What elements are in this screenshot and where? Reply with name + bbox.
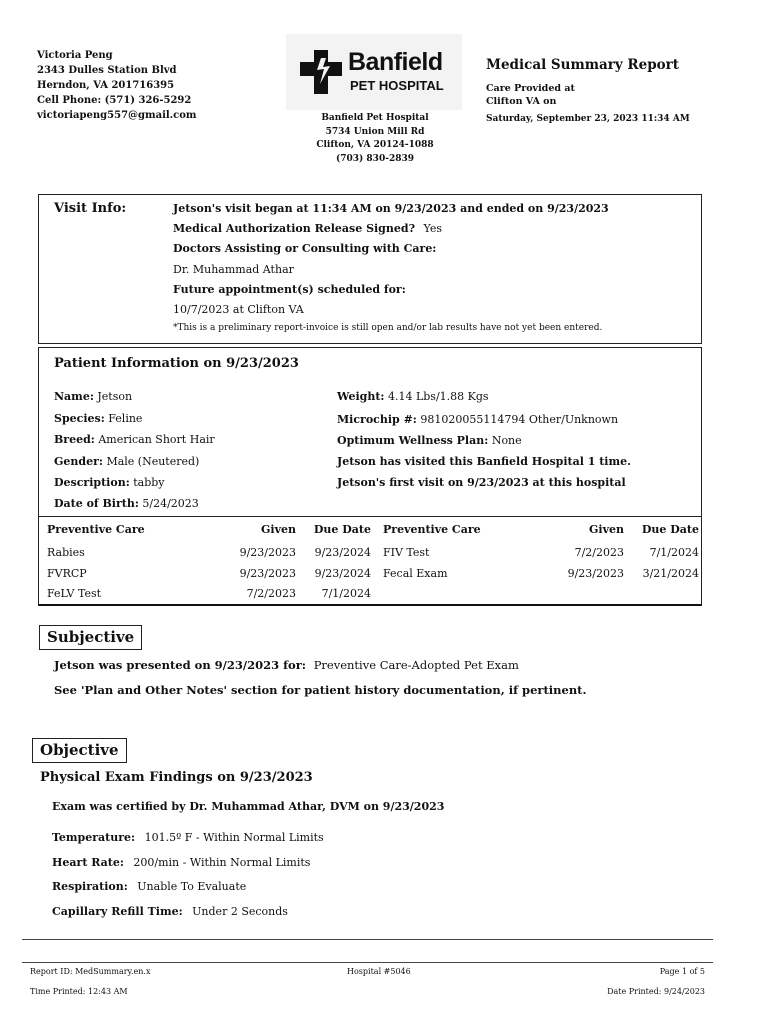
patient-weight xyxy=(337,390,489,403)
field-label: Microchip #: xyxy=(337,413,417,426)
preventive-given: 7/2/2023 xyxy=(246,587,296,600)
preventive-care-name: Fecal Exam xyxy=(383,567,448,580)
auth-release-value: Yes xyxy=(423,222,442,235)
field-value: Feline xyxy=(108,412,143,425)
visit-count: Jetson has visited this Banfield Hospital 1 time. xyxy=(337,455,631,468)
footer-rule-top xyxy=(22,939,713,940)
field-label: Date of Birth: xyxy=(54,497,139,510)
logo-wordmark: Banfield xyxy=(348,48,443,76)
preventive-given: 9/23/2023 xyxy=(567,567,624,580)
hospital-city: Clifton, VA 20124-1088 xyxy=(316,140,434,150)
care-line-1: Care Provided at xyxy=(486,83,575,94)
patient-dob xyxy=(54,497,199,510)
preventive-table-divider xyxy=(39,516,701,517)
patient-name xyxy=(54,390,132,403)
field-label: Name: xyxy=(54,390,94,403)
field-value: None xyxy=(491,434,522,447)
vital-respiration xyxy=(52,880,246,893)
preventive-due: 9/23/2024 xyxy=(314,567,371,580)
vital-value: 101.5º F - Within Normal Limits xyxy=(144,831,324,844)
preventive-due: 7/1/2024 xyxy=(321,587,371,600)
vital-value: 200/min - Within Normal Limits xyxy=(133,856,311,869)
col-header-due-2: Due Date xyxy=(641,523,699,536)
footer-date-printed: Date Printed: 9/24/2023 xyxy=(607,987,705,996)
owner-phone: Cell Phone: (571) 326-5292 xyxy=(37,95,192,106)
field-label: Description: xyxy=(54,476,130,489)
field-label: Species: xyxy=(54,412,105,425)
col-header-care-2: Preventive Care xyxy=(383,523,481,536)
care-line-2: Clifton VA on xyxy=(486,96,557,107)
field-value: 5/24/2023 xyxy=(142,497,199,510)
first-visit: Jetson's first visit on 9/23/2023 at this hospital xyxy=(337,476,626,489)
hospital-name: Banfield Pet Hospital xyxy=(321,113,429,123)
visit-info-box xyxy=(38,194,702,344)
preventive-due: 9/23/2024 xyxy=(314,546,371,559)
patient-gender xyxy=(54,455,199,468)
auth-release xyxy=(173,222,442,235)
banfield-logo xyxy=(286,34,462,110)
field-label: Breed: xyxy=(54,433,95,446)
banfield-cross-icon xyxy=(300,50,342,94)
presented-label: Jetson was presented on 9/23/2023 for: xyxy=(54,658,307,672)
objective-heading: Objective xyxy=(32,738,127,763)
preventive-given: 9/23/2023 xyxy=(239,546,296,559)
vital-label: Heart Rate: xyxy=(52,856,124,869)
exam-certified: Exam was certified by Dr. Muhammad Athar, DVM on 9/23/2023 xyxy=(52,800,445,813)
footer-page-number: Page 1 of 5 xyxy=(659,967,705,976)
vital-capillary-refill xyxy=(52,905,288,918)
patient-microchip xyxy=(337,413,618,426)
vital-label: Temperature: xyxy=(52,831,136,844)
future-appointments-label: Future appointment(s) scheduled for: xyxy=(173,283,406,296)
vital-heart-rate xyxy=(52,856,310,869)
patient-description xyxy=(54,476,165,489)
visit-began: Jetson's visit began at 11:34 AM on 9/23/2023 and ended on 9/23/2023 xyxy=(173,202,609,215)
footer-rule xyxy=(22,962,713,963)
subjective-heading: Subjective xyxy=(39,625,142,650)
patient-species xyxy=(54,412,142,425)
care-provided xyxy=(486,82,575,108)
future-appointment-value: 10/7/2023 at Clifton VA xyxy=(173,303,304,316)
footer-report-id: Report ID: MedSummary.en.x xyxy=(30,967,151,976)
col-header-due: Due Date xyxy=(313,523,371,536)
field-label: Optimum Wellness Plan: xyxy=(337,434,489,447)
vital-temperature xyxy=(52,831,324,844)
footer-hospital-number: Hospital #5046 xyxy=(347,967,411,976)
field-value: 4.14 Lbs/1.88 Kgs xyxy=(387,390,489,403)
field-label: Gender: xyxy=(54,455,103,468)
hospital-info xyxy=(300,112,450,166)
field-value: American Short Hair xyxy=(98,433,215,446)
col-header-given-2: Given xyxy=(589,523,624,536)
preventive-given: 7/2/2023 xyxy=(574,546,624,559)
footer-time-printed: Time Printed: 12:43 AM xyxy=(30,987,128,996)
vital-label: Respiration: xyxy=(52,880,128,893)
report-title: Medical Summary Report xyxy=(486,57,680,73)
field-value: tabby xyxy=(133,476,165,489)
patient-info-title: Patient Information on 9/23/2023 xyxy=(54,356,299,371)
hospital-phone: (703) 830-2839 xyxy=(335,153,414,164)
patient-wellness-plan xyxy=(337,434,522,447)
doctor-name: Dr. Muhammad Athar xyxy=(173,263,294,276)
owner-name: Victoria Peng xyxy=(37,50,113,61)
field-value: 981020055114794 Other/Unknown xyxy=(420,413,619,426)
logo-subtitle: PET HOSPITAL xyxy=(350,78,444,93)
preliminary-note: *This is a preliminary report-invoice is still open and/or lab results have not yet been entered. xyxy=(173,323,603,333)
preventive-care-name: FVRCP xyxy=(47,567,87,580)
auth-release-label: Medical Authorization Release Signed? xyxy=(173,222,416,235)
preventive-due: 7/1/2024 xyxy=(649,546,699,559)
owner-info xyxy=(37,48,197,123)
vital-label: Capillary Refill Time: xyxy=(52,905,183,918)
vital-value: Unable To Evaluate xyxy=(137,880,247,893)
preventive-care-name: FeLV Test xyxy=(47,587,102,600)
patient-breed xyxy=(54,433,215,446)
preventive-care-name: FIV Test xyxy=(383,546,430,559)
preventive-care-name: Rabies xyxy=(47,546,85,559)
presented-for xyxy=(54,658,519,672)
field-value: Jetson xyxy=(97,390,133,403)
owner-address-line1: 2343 Dulles Station Blvd xyxy=(37,65,177,76)
col-header-given: Given xyxy=(261,523,296,536)
owner-email: victoriapeng557@gmail.com xyxy=(37,110,197,121)
physical-exam-title: Physical Exam Findings on 9/23/2023 xyxy=(40,770,313,785)
col-header-care: Preventive Care xyxy=(47,523,145,536)
report-date: Saturday, September 23, 2023 11:34 AM xyxy=(486,114,690,124)
owner-address-line2: Herndon, VA 201716395 xyxy=(37,80,175,91)
vital-value: Under 2 Seconds xyxy=(192,905,288,918)
visit-info-label: Visit Info: xyxy=(54,201,127,216)
presented-value: Preventive Care-Adopted Pet Exam xyxy=(313,658,519,672)
preventive-due: 3/21/2024 xyxy=(642,567,699,580)
see-notes: See 'Plan and Other Notes' section for patient history documentation, if pertinent. xyxy=(54,683,587,697)
preventive-given: 9/23/2023 xyxy=(239,567,296,580)
doctors-label: Doctors Assisting or Consulting with Care: xyxy=(173,242,437,255)
field-label: Weight: xyxy=(337,390,385,403)
field-value: Male (Neutered) xyxy=(106,455,200,468)
hospital-street: 5734 Union Mill Rd xyxy=(325,126,425,137)
